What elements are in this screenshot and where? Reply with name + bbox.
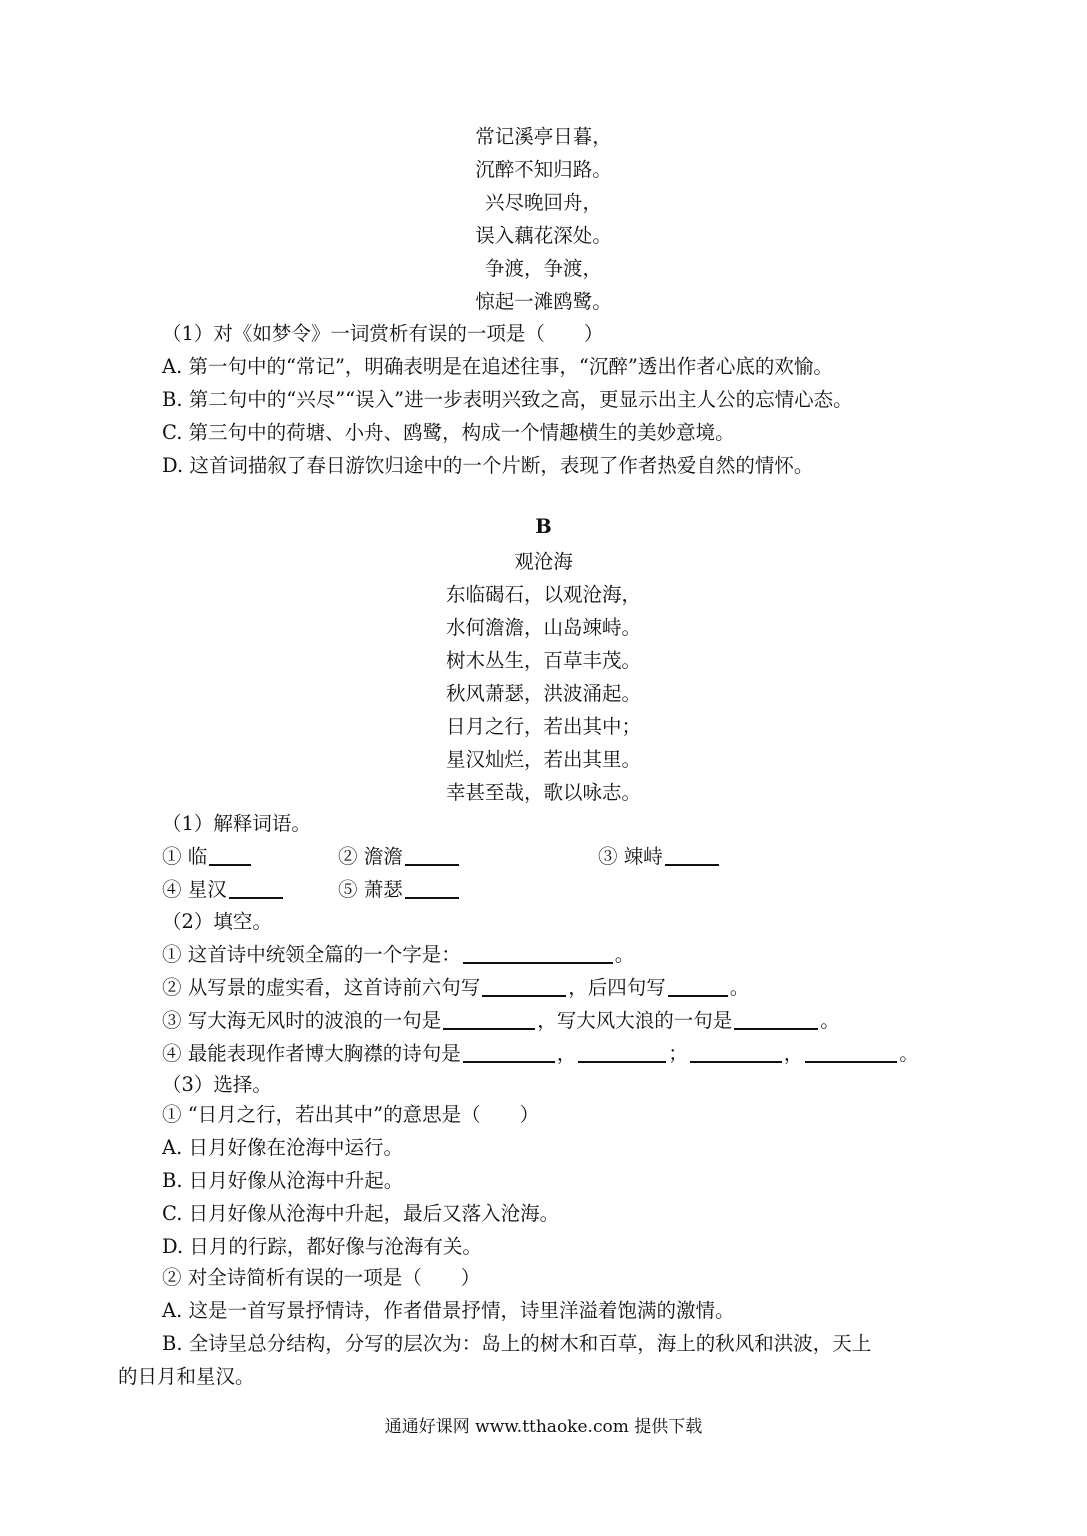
fill-text: ④ 最能表现作者博大胸襟的诗句是 <box>162 1042 461 1065</box>
answer-blank[interactable] <box>463 943 613 965</box>
option-c: C. 第三句中的荷塘、小舟、鸥鹭，构成一个情趣横生的美妙意境。 <box>162 421 735 444</box>
option-a: A. 这是一首写景抒情诗，作者借景抒情，诗里洋溢着饱满的激情。 <box>162 1299 735 1322</box>
option-c: C. 日月好像从沧海中升起，最后又落入沧海。 <box>162 1202 560 1225</box>
poem-a-line: 沉醉不知归路。 <box>475 158 612 181</box>
answer-blank[interactable] <box>209 845 251 867</box>
answer-blank[interactable] <box>665 845 719 867</box>
option-b-continued: 的日月和星汉。 <box>118 1365 255 1388</box>
fill-text: ，写大风大浪的一句是 <box>537 1009 733 1032</box>
vocab-term: ⑤ 萧瑟 <box>338 878 403 901</box>
vocab-term: ④ 星汉 <box>162 878 227 901</box>
option-b: B. 第二句中的“兴尽”“误入”进一步表明兴致之高，更显示出主人公的忘情心态。 <box>162 388 853 411</box>
poem-b-line: 树木丛生，百草丰茂。 <box>445 649 641 672</box>
answer-blank[interactable] <box>734 1009 818 1031</box>
answer-blank[interactable] <box>443 1009 535 1031</box>
fill-text: ， <box>556 1042 577 1065</box>
fill-line-2 <box>162 972 749 1000</box>
poem-a-line: 常记溪亭日暮， <box>475 125 612 148</box>
sub-question: ② 对全诗简析有误的一项是（ ） <box>162 1266 481 1289</box>
section-label: B <box>535 515 552 538</box>
option-d: D. 日月的行踪，都好像与沧海有关。 <box>162 1235 482 1258</box>
poem-a-line: 争渡，争渡， <box>484 257 602 280</box>
poem-b-line: 星汉灿烂，若出其里。 <box>445 748 641 771</box>
vocab-item <box>338 841 461 869</box>
option-b: B. 日月好像从沧海中升起。 <box>162 1169 404 1192</box>
poem-title: 观沧海 <box>514 550 573 573</box>
answer-blank[interactable] <box>229 878 283 900</box>
vocab-term: ① 临 <box>162 845 208 868</box>
fill-text: 。 <box>899 1042 919 1065</box>
answer-blank[interactable] <box>405 878 459 900</box>
fill-text: ① 这首诗中统领全篇的一个字是： <box>162 943 461 966</box>
question-stem: （1）解释词语。 <box>162 812 311 835</box>
fill-text: ③ 写大海无风时的波浪的一句是 <box>162 1009 442 1032</box>
sub-question: ① “日月之行，若出其中”的意思是（ ） <box>162 1103 540 1126</box>
fill-text: ② 从写景的虚实看，这首诗前六句写 <box>162 976 481 999</box>
vocab-item <box>598 841 721 869</box>
vocab-item <box>162 841 253 869</box>
vocab-item <box>162 874 285 902</box>
fill-text: 。 <box>820 1009 840 1032</box>
question-stem: （1）对《如梦令》一词赏析有误的一项是（ ） <box>162 322 604 345</box>
fill-line-3 <box>162 1005 840 1033</box>
fill-text: ， <box>783 1042 804 1065</box>
fill-line-1 <box>162 939 634 967</box>
option-a: A. 第一句中的“常记”，明确表明是在追述往事，“沉醉”透出作者心底的欢愉。 <box>162 355 833 378</box>
answer-blank[interactable] <box>668 976 728 998</box>
option-b: B. 全诗呈总分结构，分写的层次为：岛上的树木和百草，海上的秋风和洪波，天上 <box>162 1332 872 1355</box>
question-stem: （3）选择。 <box>162 1073 272 1096</box>
poem-b-line: 东临碣石，以观沧海， <box>445 583 641 606</box>
poem-a-line: 惊起一滩鸥鹭。 <box>475 290 612 313</box>
answer-blank[interactable] <box>482 976 566 998</box>
poem-a-line: 兴尽晚回舟， <box>484 191 602 214</box>
vocab-term: ② 澹澹 <box>338 845 403 868</box>
answer-blank[interactable] <box>405 845 459 867</box>
answer-blank[interactable] <box>690 1042 782 1064</box>
vocab-item <box>338 874 461 902</box>
poem-a-line: 误入藕花深处。 <box>475 224 612 247</box>
answer-blank[interactable] <box>463 1042 555 1064</box>
poem-b-line: 秋风萧瑟，洪波涌起。 <box>445 682 641 705</box>
poem-b-line: 日月之行，若出其中； <box>445 715 641 738</box>
option-a: A. 日月好像在沧海中运行。 <box>162 1136 403 1159</box>
question-stem: （2）填空。 <box>162 910 272 933</box>
poem-b-line: 水何澹澹，山岛竦峙。 <box>445 616 641 639</box>
page-footer: 通通好课网 www.tthaoke.com 提供下载 <box>384 1417 703 1437</box>
option-d: D. 这首词描叙了春日游饮归途中的一个片断，表现了作者热爱自然的情怀。 <box>162 454 814 477</box>
fill-text: 。 <box>729 976 750 999</box>
poem-b-line: 幸甚至哉，歌以咏志。 <box>445 781 641 804</box>
fill-line-4 <box>162 1038 919 1066</box>
answer-blank[interactable] <box>578 1042 666 1064</box>
answer-blank[interactable] <box>805 1042 897 1064</box>
fill-text: ，后四句写 <box>568 976 666 999</box>
fill-text: ； <box>668 1042 688 1065</box>
fill-text: 。 <box>614 943 635 966</box>
vocab-term: ③ 竦峙 <box>598 845 663 868</box>
